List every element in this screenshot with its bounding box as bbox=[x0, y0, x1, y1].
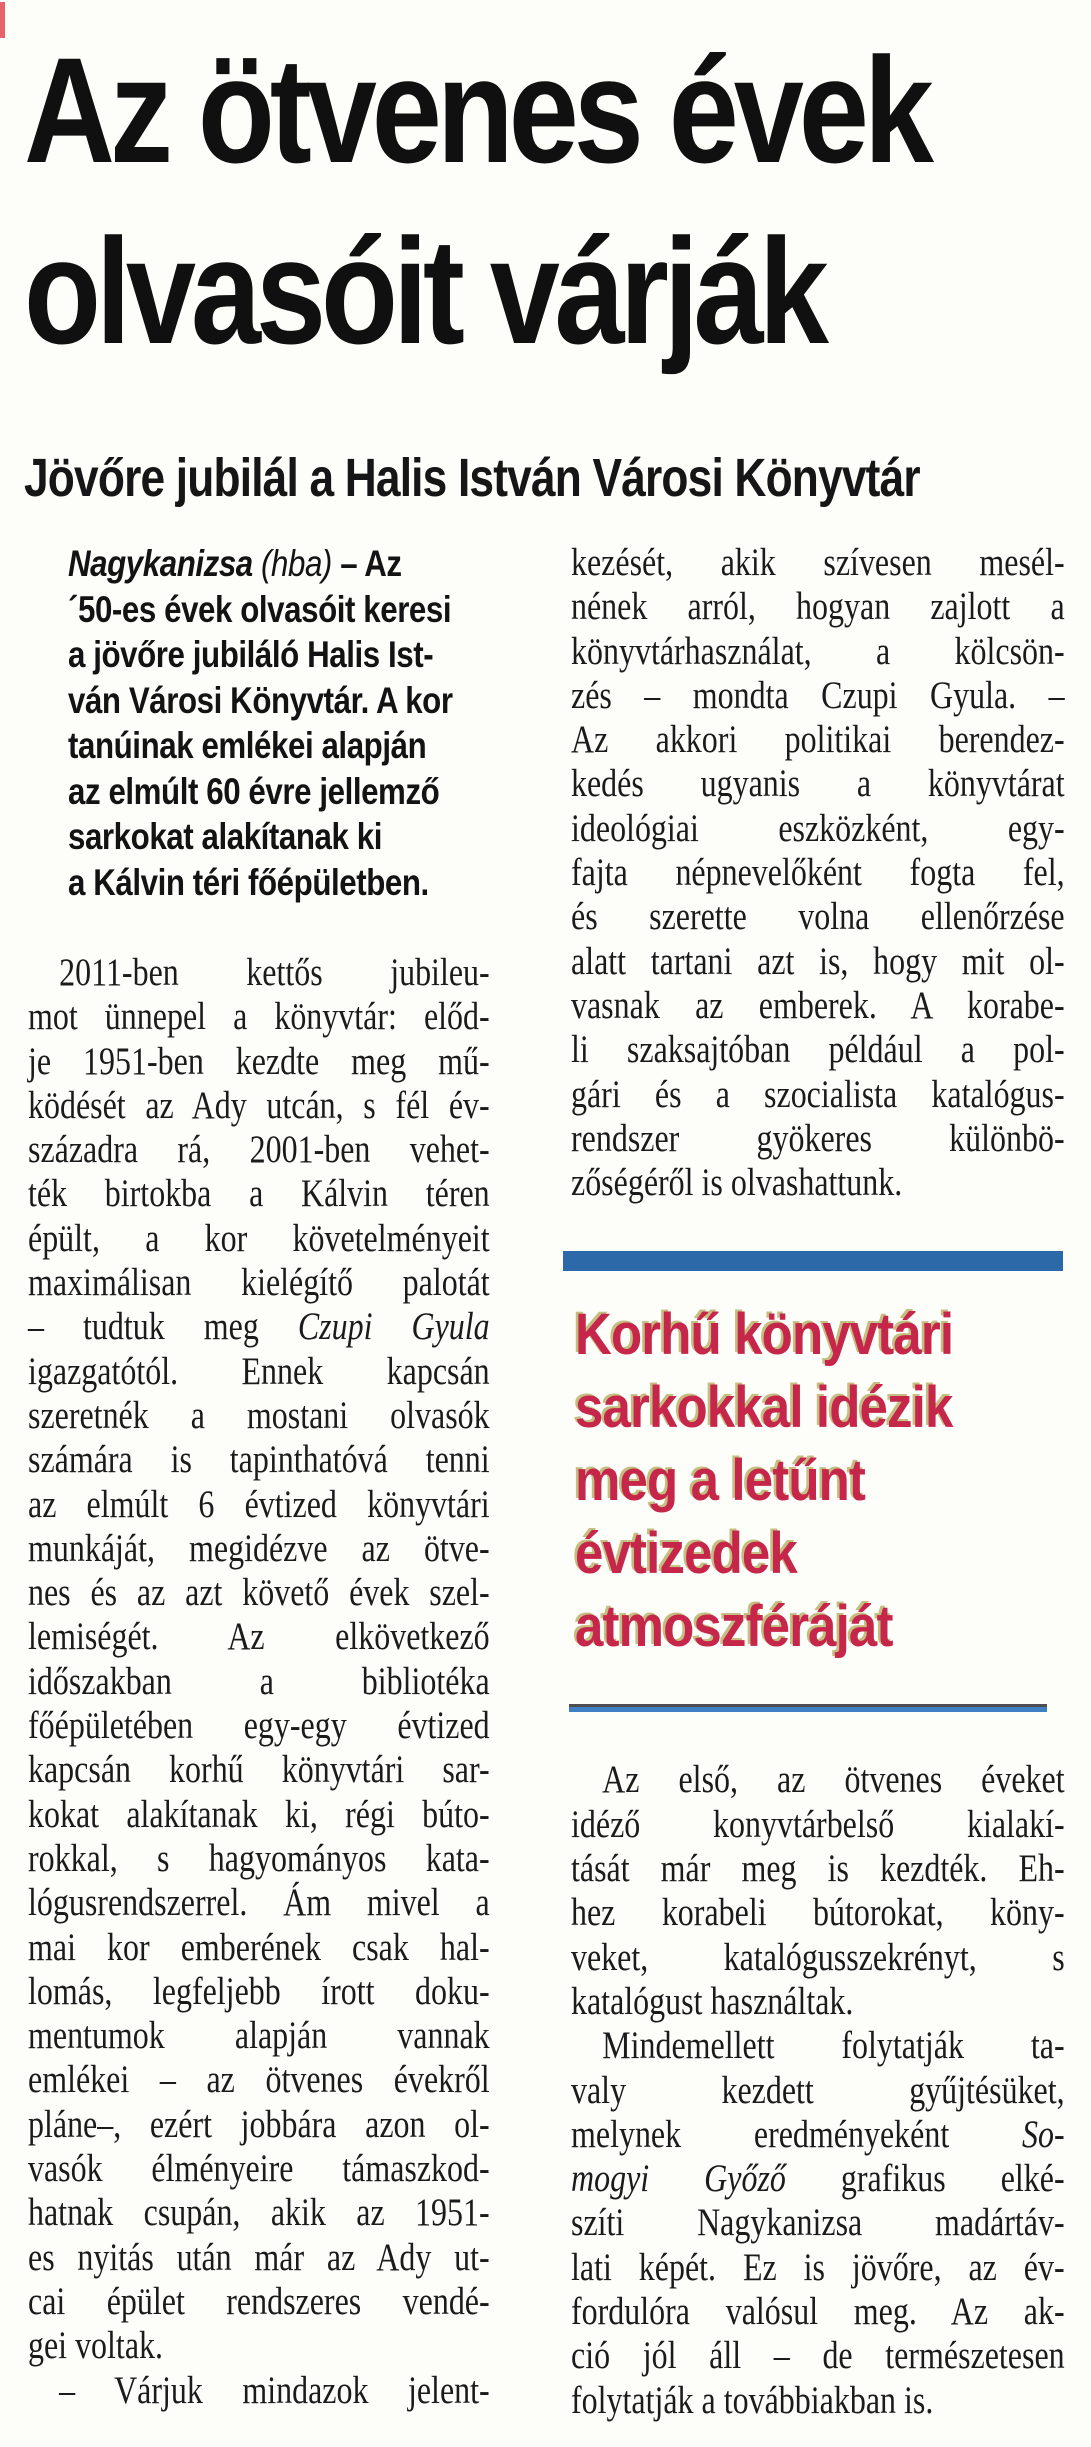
text-line: cai épület rendszeres vendé- bbox=[28, 2279, 490, 2323]
text-line: hatnak csupán, akik az 1951- bbox=[28, 2191, 490, 2235]
paragraph bbox=[575, 1298, 1068, 1663]
lead-paragraph bbox=[68, 541, 491, 905]
pull-quote-top-bar bbox=[563, 1251, 1063, 1271]
text-line: lógusrendszerrel. Ám mivel a bbox=[28, 1881, 490, 1925]
text-line: Mindemellett folytatják ta- bbox=[602, 2024, 1065, 2068]
text-line: idéző konyvtárbelső kialakí- bbox=[571, 1802, 1065, 1846]
text-line: munkáját, megidézve az ötve- bbox=[28, 1526, 490, 1570]
pull-quote bbox=[575, 1298, 1068, 1663]
text-line: főépületében egy-egy évtized bbox=[28, 1704, 490, 1748]
text-line: emlékei – az ötvenes évekről bbox=[28, 2058, 490, 2102]
text-line: a jövőre jubiláló Halis Ist- bbox=[68, 634, 434, 675]
text-line: és szerette volna ellenőrzése bbox=[571, 895, 1065, 939]
text-line: kedés ugyanis a könyvtárat bbox=[571, 762, 1065, 806]
left-column-body bbox=[28, 951, 490, 2413]
text-line: az elmúlt 6 évtized könyvtári bbox=[28, 1482, 490, 1526]
text-line: ´50-es évek olvasóit keresi bbox=[68, 588, 452, 630]
text-line: fajta népnevelőként fogta fel, bbox=[571, 851, 1065, 895]
text-line: nes és az azt követő évek szel- bbox=[28, 1571, 490, 1615]
text-line: 2011-ben kettős jubileu- bbox=[59, 951, 490, 994]
text-line: igazgatótól. Ennek kapcsán bbox=[28, 1349, 490, 1393]
text-line: ció jól áll – de természetesen bbox=[571, 2334, 1065, 2378]
text-line: mot ünnepel a könyvtár: előd- bbox=[28, 995, 490, 1039]
text-line: vasók élményeire támaszkod- bbox=[28, 2147, 490, 2191]
article-subtitle: Jövőre jubilál a Halis István Városi Könyvtár bbox=[24, 448, 920, 508]
text-line: melynek eredményeként So- bbox=[571, 2112, 1065, 2156]
text-line: zőségéről is olvashattunk. bbox=[571, 1161, 903, 1205]
text-line: – tudtuk meg Czupi Gyula bbox=[28, 1305, 490, 1349]
text-line: sarkokat alakítanak ki bbox=[68, 816, 382, 857]
pull-quote-bottom-rule bbox=[569, 1704, 1047, 1712]
text-line: alatt tartani azt is, hogy mit ol- bbox=[571, 939, 1065, 983]
text-line: mai kor emberének csak hal- bbox=[28, 1925, 490, 1969]
text-line: szeretnék a mostani olvasók bbox=[28, 1393, 490, 1437]
text-line: katalógust használtak. bbox=[571, 1979, 854, 2023]
headline-line-1: Az ötvenes évek bbox=[24, 26, 929, 194]
text-line: es nyitás után már az Ady ut- bbox=[28, 2235, 490, 2279]
right-column-body-middle bbox=[571, 1758, 1065, 2024]
text-line: – Várjuk mindazok jelent- bbox=[59, 2368, 490, 2412]
paragraph bbox=[571, 2024, 1065, 2423]
paragraph bbox=[571, 1758, 1065, 2024]
text-line: mentumok alapján vannak bbox=[28, 2014, 490, 2058]
text-line: századra rá, 2001-ben vehet- bbox=[28, 1128, 490, 1172]
text-line: Az első, az ötvenes éveket bbox=[602, 1758, 1065, 1802]
text-line: ideológiai eszközként, egy- bbox=[571, 806, 1065, 850]
text-line: a Kálvin téri főépületben. bbox=[68, 861, 429, 903]
right-column bbox=[571, 541, 1065, 2423]
text-line: folytatják a továbbiakban is. bbox=[571, 2378, 934, 2422]
text-line: tását már meg is kezdték. Eh- bbox=[571, 1847, 1065, 1891]
text-line: ték birtokba a Kálvin téren bbox=[28, 1172, 490, 1216]
text-line: tanúinak emlékei alapján bbox=[68, 725, 427, 766]
text-line: zés – mondta Czupi Gyula. – bbox=[571, 673, 1065, 717]
text-line: Az akkori politikai berendez- bbox=[571, 718, 1065, 762]
text-line: valy kezdett gyűjtésüket, bbox=[571, 2068, 1065, 2112]
text-line: lomás, legfeljebb írott doku- bbox=[28, 1969, 490, 2013]
text-line: rokkal, s hagyományos kata- bbox=[28, 1836, 490, 1880]
text-line: veket, katalógusszekrényt, s bbox=[571, 1935, 1065, 1979]
text-line: meg a letűnt bbox=[575, 1448, 866, 1514]
text-line: kezését, akik szívesen mesél- bbox=[571, 541, 1065, 584]
text-line: maximálisan kielégítő palotát bbox=[28, 1261, 490, 1305]
scan-edge-artifact bbox=[0, 2, 5, 38]
text-line: li szaksajtóban például a pol- bbox=[571, 1028, 1065, 1072]
text-line: szíti Nagykanizsa madártáv- bbox=[571, 2201, 1065, 2245]
paragraph bbox=[28, 951, 490, 2369]
headline-line-2: olvasóit várják bbox=[24, 207, 824, 375]
text-line: lemiségét. Az elkövetkező bbox=[28, 1615, 490, 1659]
paragraph bbox=[28, 2369, 490, 2413]
text-line: hez korabeli bútorokat, köny- bbox=[571, 1891, 1065, 1935]
text-line: sarkokkal idézik bbox=[575, 1375, 953, 1441]
text-line: könyvtárhasználat, a kölcsön- bbox=[571, 629, 1065, 673]
text-line: az elmúlt 60 évre jellemző bbox=[68, 770, 440, 812]
text-line: fordulóra valósul meg. Az ak- bbox=[571, 2290, 1065, 2334]
text-line: ködését az Ady utcán, s fél év- bbox=[28, 1083, 490, 1127]
text-line: vasnak az emberek. A korabe- bbox=[571, 983, 1065, 1027]
text-line: atmoszféráját bbox=[575, 1594, 893, 1660]
article-headline bbox=[24, 20, 1091, 382]
text-line: gei voltak. bbox=[28, 2324, 164, 2368]
text-line: kapcsán korhű könyvtári sar- bbox=[28, 1748, 490, 1792]
text-line: ván Városi Könyvtár. A kor bbox=[68, 679, 453, 721]
left-column bbox=[28, 541, 490, 2413]
paragraph bbox=[68, 541, 491, 905]
text-line: mogyi Győző grafikus elké- bbox=[571, 2157, 1065, 2201]
text-line: számára is tapinthatóvá tenni bbox=[28, 1438, 490, 1482]
text-line: Nagykanizsa (hba) – Az bbox=[68, 543, 402, 584]
text-line: épült, a kor követelményeit bbox=[28, 1216, 490, 1260]
paragraph bbox=[571, 541, 1065, 1205]
text-line: nének arról, hogyan zajlott a bbox=[571, 585, 1065, 629]
text-line: évtizedek bbox=[575, 1521, 797, 1587]
text-line: gári és a szocialista katalógus- bbox=[571, 1072, 1065, 1116]
text-line: kokat alakítanak ki, régi búto- bbox=[28, 1792, 490, 1836]
text-line: je 1951-ben kezdte meg mű- bbox=[28, 1039, 490, 1083]
right-column-body-top bbox=[571, 541, 1065, 1205]
text-line: rendszer gyökeres különbö- bbox=[571, 1116, 1065, 1160]
right-column-body-bottom bbox=[571, 2024, 1065, 2423]
text-line: időszakban a bibliotéka bbox=[28, 1659, 490, 1703]
text-line: pláne–, ezért jobbára azon ol- bbox=[28, 2102, 490, 2146]
text-line: Korhű könyvtári bbox=[575, 1302, 954, 1368]
text-line: lati képét. Ez is jövőre, az év- bbox=[571, 2245, 1065, 2289]
